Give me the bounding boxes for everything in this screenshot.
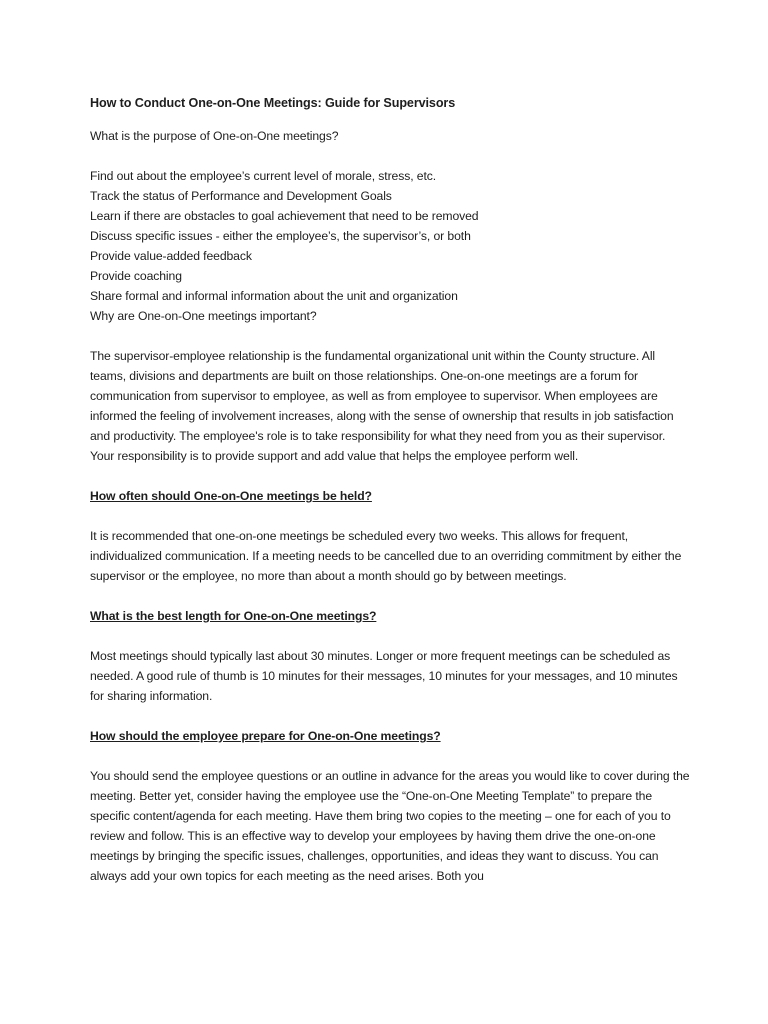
document-body [90,93,690,906]
purpose-item: Share formal and informal information about the unit and organization [90,289,458,303]
purpose-item: Track the status of Performance and Development Goals [90,189,392,203]
prepare-paragraph: You should send the employee questions or an outline in advance for the areas you would like to cover during the meeting. Better yet, consider having the employee use the “One-on-One Meeting Template” to prepare the specific content/agenda for each meeting. Have them bring two copies to the meeting – one for each of you to review and follow. This is an effective way to develop your employees by having them drive the one-on-one meetings by bringing the specific issues, challenges, opportunities, and ideas they want to discuss. You can always add your own topics for each meeting as the need arises. Both you [90,769,690,883]
purpose-item: Discuss specific issues - either the employee’s, the supervisor’s, or both [90,229,471,243]
length-paragraph: Most meetings should typically last about 30 minutes. Longer or more frequent meetings can be scheduled as needed. A good rule of thumb is 10 minutes for their messages, 10 minutes for your messages, and 10 minutes for sharing information. [90,649,678,703]
prepare-heading: How should the employee prepare for One-on-One meetings? [90,729,441,743]
importance-question: Why are One-on-One meetings important? [90,309,317,323]
frequency-paragraph: It is recommended that one-on-one meetings be scheduled every two weeks. This allows for frequent, individualized communication. If a meeting needs to be cancelled due to an overriding commitment by either the supervisor or the employee, no more than about a month should go by between meetings. [90,529,682,583]
frequency-heading: How often should One-on-One meetings be held? [90,489,372,503]
purpose-item: Find out about the employee’s current level of morale, stress, etc. [90,169,437,183]
purpose-item: Learn if there are obstacles to goal achievement that need to be removed [90,209,479,223]
purpose-item: Provide value-added feedback [90,249,252,263]
importance-paragraph: The supervisor-employee relationship is the fundamental organizational unit within the County structure. All teams, divisions and departments are built on those relationships. One-on-one meetings are a forum for communication from supervisor to employee, as well as from employee to supervisor. When employees are informed the feeling of involvement increases, along with the sense of ownership that results in job satisfaction and productivity. The employee's role is to take responsibility for what they need from you as their supervisor. Your responsibility is to provide support and add value that helps the employee perform well. [90,349,674,463]
length-heading: What is the best length for One-on-One meetings? [90,609,377,623]
purpose-item: Provide coaching [90,269,182,283]
purpose-list [90,166,690,306]
document-title: How to Conduct One-on-One Meetings: Guide for Supervisors [90,96,456,110]
purpose-question: What is the purpose of One-on-One meetings? [90,129,339,143]
